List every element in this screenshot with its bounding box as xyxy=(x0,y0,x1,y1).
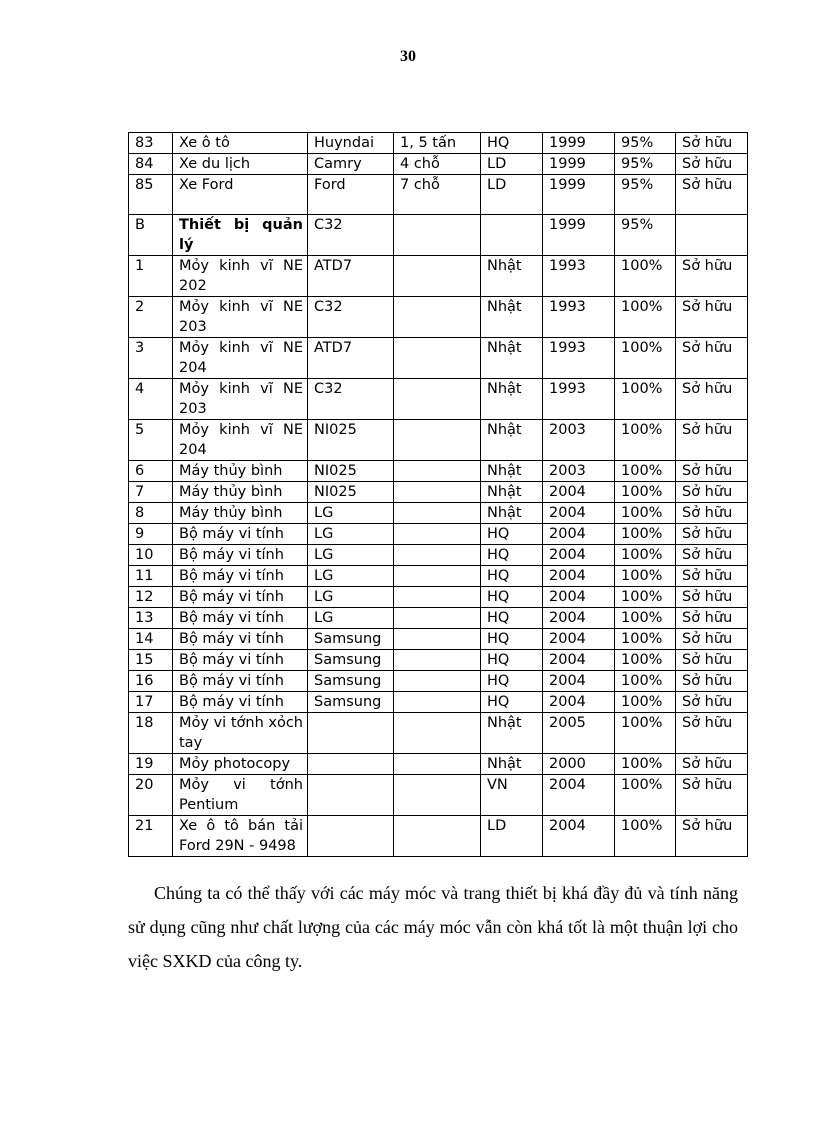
cell-no: 83 xyxy=(129,133,173,154)
cell-model: LG xyxy=(308,545,394,566)
cell-condition: 100% xyxy=(615,692,676,713)
cell-condition: 95% xyxy=(615,133,676,154)
cell-year: 2005 xyxy=(543,713,615,754)
cell-origin: HQ xyxy=(481,650,543,671)
cell-year: 2004 xyxy=(543,482,615,503)
cell-ownership: Sở hữu xyxy=(676,587,748,608)
cell-spec xyxy=(394,775,481,816)
cell-model: Samsung xyxy=(308,692,394,713)
cell-spec xyxy=(394,256,481,297)
cell-name: Máy thủy bình xyxy=(173,461,308,482)
cell-origin: HQ xyxy=(481,692,543,713)
cell-spec xyxy=(394,379,481,420)
cell-origin: Nhật xyxy=(481,713,543,754)
cell-origin: Nhật xyxy=(481,379,543,420)
cell-no: 4 xyxy=(129,379,173,420)
cell-model xyxy=(308,816,394,857)
cell-model xyxy=(308,775,394,816)
cell-model: C32 xyxy=(308,379,394,420)
table-row xyxy=(129,566,748,587)
cell-no: 13 xyxy=(129,608,173,629)
cell-condition: 100% xyxy=(615,650,676,671)
cell-condition: 95% xyxy=(615,175,676,215)
cell-condition: 95% xyxy=(615,215,676,256)
table-row xyxy=(129,671,748,692)
cell-origin: Nhật xyxy=(481,420,543,461)
cell-name: Xe ô tô xyxy=(173,133,308,154)
table-row xyxy=(129,154,748,175)
cell-spec xyxy=(394,650,481,671)
cell-model xyxy=(308,754,394,775)
table-row xyxy=(129,650,748,671)
page-number: 30 xyxy=(400,48,416,65)
cell-origin: HQ xyxy=(481,608,543,629)
cell-no: 3 xyxy=(129,338,173,379)
cell-ownership: Sở hữu xyxy=(676,338,748,379)
table-row xyxy=(129,215,748,256)
cell-ownership: Sở hữu xyxy=(676,482,748,503)
cell-ownership: Sở hữu xyxy=(676,629,748,650)
cell-condition: 100% xyxy=(615,629,676,650)
cell-model: Samsung xyxy=(308,650,394,671)
table-row xyxy=(129,692,748,713)
cell-origin xyxy=(481,215,543,256)
cell-no: 84 xyxy=(129,154,173,175)
cell-model: Ford xyxy=(308,175,394,215)
cell-no: 18 xyxy=(129,713,173,754)
cell-spec xyxy=(394,566,481,587)
cell-condition: 100% xyxy=(615,256,676,297)
cell-spec xyxy=(394,587,481,608)
cell-ownership: Sở hữu xyxy=(676,650,748,671)
table-row xyxy=(129,775,748,816)
cell-ownership: Sở hữu xyxy=(676,175,748,215)
cell-year: 2000 xyxy=(543,754,615,775)
cell-condition: 100% xyxy=(615,482,676,503)
cell-condition: 100% xyxy=(615,545,676,566)
cell-year: 2004 xyxy=(543,816,615,857)
cell-name: Bộ máy vi tính xyxy=(173,608,308,629)
cell-model: Samsung xyxy=(308,671,394,692)
cell-condition: 95% xyxy=(615,154,676,175)
cell-origin: LD xyxy=(481,816,543,857)
cell-ownership: Sở hữu xyxy=(676,154,748,175)
cell-condition: 100% xyxy=(615,671,676,692)
cell-year: 2004 xyxy=(543,650,615,671)
cell-condition: 100% xyxy=(615,461,676,482)
cell-no: 2 xyxy=(129,297,173,338)
cell-name: Máy thủy bình xyxy=(173,482,308,503)
cell-model: LG xyxy=(308,587,394,608)
cell-year: 1993 xyxy=(543,379,615,420)
cell-name: Mỏy kinh vĩ NE 202 xyxy=(173,256,308,297)
cell-origin: HQ xyxy=(481,133,543,154)
table-row xyxy=(129,587,748,608)
cell-no: 9 xyxy=(129,524,173,545)
cell-spec xyxy=(394,629,481,650)
cell-condition: 100% xyxy=(615,524,676,545)
cell-year: 2003 xyxy=(543,420,615,461)
cell-ownership: Sở hữu xyxy=(676,754,748,775)
cell-origin: Nhật xyxy=(481,461,543,482)
cell-name: Bộ máy vi tính xyxy=(173,587,308,608)
cell-no: 16 xyxy=(129,671,173,692)
cell-name: Bộ máy vi tính xyxy=(173,692,308,713)
cell-model: LG xyxy=(308,503,394,524)
cell-spec xyxy=(394,420,481,461)
cell-ownership: Sở hữu xyxy=(676,713,748,754)
cell-name: Mỏy vi tớnh Pentium xyxy=(173,775,308,816)
cell-name: Mỏy photocopy xyxy=(173,754,308,775)
cell-name: Bộ máy vi tính xyxy=(173,566,308,587)
cell-no: 19 xyxy=(129,754,173,775)
cell-no: 11 xyxy=(129,566,173,587)
cell-model: ATD7 xyxy=(308,338,394,379)
cell-model: C32 xyxy=(308,297,394,338)
cell-spec xyxy=(394,482,481,503)
cell-no: 14 xyxy=(129,629,173,650)
cell-ownership: Sở hữu xyxy=(676,524,748,545)
cell-name: Xe Ford xyxy=(173,175,308,215)
cell-year: 2004 xyxy=(543,629,615,650)
cell-spec xyxy=(394,503,481,524)
cell-origin: Nhật xyxy=(481,338,543,379)
cell-ownership: Sở hữu xyxy=(676,775,748,816)
cell-year: 1999 xyxy=(543,215,615,256)
cell-condition: 100% xyxy=(615,297,676,338)
cell-year: 2004 xyxy=(543,566,615,587)
table-row xyxy=(129,297,748,338)
cell-origin: HQ xyxy=(481,671,543,692)
cell-name: Mỏy kinh vĩ NE 203 xyxy=(173,297,308,338)
cell-condition: 100% xyxy=(615,816,676,857)
cell-year: 1999 xyxy=(543,154,615,175)
table-row xyxy=(129,461,748,482)
summary-paragraph: Chúng ta có thể thấy với các máy móc và trang thiết bị khá đầy đủ và tính năng sử dụng cũng như chất lượng của các máy móc vẫn còn khá tốt là một thuận lợi cho việc SXKD của công ty. xyxy=(128,883,738,971)
cell-model: LG xyxy=(308,524,394,545)
cell-spec xyxy=(394,713,481,754)
table-row xyxy=(129,256,748,297)
cell-no: B xyxy=(129,215,173,256)
cell-ownership: Sở hữu xyxy=(676,545,748,566)
table-row xyxy=(129,379,748,420)
cell-origin: VN xyxy=(481,775,543,816)
cell-year: 2004 xyxy=(543,503,615,524)
table-row xyxy=(129,420,748,461)
cell-year: 2004 xyxy=(543,671,615,692)
cell-ownership: Sở hữu xyxy=(676,133,748,154)
table-row xyxy=(129,482,748,503)
cell-ownership: Sở hữu xyxy=(676,671,748,692)
cell-origin: LD xyxy=(481,154,543,175)
cell-no: 15 xyxy=(129,650,173,671)
cell-model: LG xyxy=(308,566,394,587)
table-row xyxy=(129,524,748,545)
cell-condition: 100% xyxy=(615,775,676,816)
cell-model: Huyndai xyxy=(308,133,394,154)
cell-model: Samsung xyxy=(308,629,394,650)
cell-origin: HQ xyxy=(481,545,543,566)
cell-year: 1999 xyxy=(543,175,615,215)
cell-model: NI025 xyxy=(308,420,394,461)
cell-name: Máy thủy bình xyxy=(173,503,308,524)
cell-model: NI025 xyxy=(308,461,394,482)
cell-name: Xe du lịch xyxy=(173,154,308,175)
cell-name: Mỏy vi tớnh xỏch tay xyxy=(173,713,308,754)
cell-ownership: Sở hữu xyxy=(676,297,748,338)
equipment-table xyxy=(128,132,748,857)
cell-condition: 100% xyxy=(615,338,676,379)
cell-year: 2004 xyxy=(543,692,615,713)
cell-year: 1993 xyxy=(543,297,615,338)
cell-condition: 100% xyxy=(615,420,676,461)
cell-name: Bộ máy vi tính xyxy=(173,650,308,671)
cell-name: Mỏy kinh vĩ NE 204 xyxy=(173,420,308,461)
cell-condition: 100% xyxy=(615,608,676,629)
table-row xyxy=(129,503,748,524)
cell-no: 8 xyxy=(129,503,173,524)
cell-origin: Nhật xyxy=(481,754,543,775)
table-row xyxy=(129,175,748,215)
cell-model: ATD7 xyxy=(308,256,394,297)
cell-ownership xyxy=(676,215,748,256)
cell-name: Mỏy kinh vĩ NE 203 xyxy=(173,379,308,420)
cell-model: C32 xyxy=(308,215,394,256)
cell-no: 1 xyxy=(129,256,173,297)
cell-spec xyxy=(394,671,481,692)
cell-origin: Nhật xyxy=(481,256,543,297)
table-row xyxy=(129,133,748,154)
cell-spec: 1, 5 tấn xyxy=(394,133,481,154)
cell-ownership: Sở hữu xyxy=(676,256,748,297)
cell-year: 2004 xyxy=(543,524,615,545)
cell-model: LG xyxy=(308,608,394,629)
cell-ownership: Sở hữu xyxy=(676,816,748,857)
cell-ownership: Sở hữu xyxy=(676,420,748,461)
cell-condition: 100% xyxy=(615,379,676,420)
cell-condition: 100% xyxy=(615,587,676,608)
cell-year: 2004 xyxy=(543,608,615,629)
cell-year: 2004 xyxy=(543,587,615,608)
cell-ownership: Sở hữu xyxy=(676,608,748,629)
cell-year: 2004 xyxy=(543,545,615,566)
cell-origin: LD xyxy=(481,175,543,215)
cell-spec xyxy=(394,338,481,379)
cell-no: 10 xyxy=(129,545,173,566)
cell-origin: HQ xyxy=(481,524,543,545)
table-row xyxy=(129,754,748,775)
cell-ownership: Sở hữu xyxy=(676,503,748,524)
cell-name: Bộ máy vi tính xyxy=(173,629,308,650)
cell-origin: Nhật xyxy=(481,297,543,338)
cell-spec xyxy=(394,692,481,713)
table-row xyxy=(129,713,748,754)
cell-origin: HQ xyxy=(481,629,543,650)
cell-year: 1999 xyxy=(543,133,615,154)
cell-year: 1993 xyxy=(543,256,615,297)
cell-ownership: Sở hữu xyxy=(676,379,748,420)
cell-model: NI025 xyxy=(308,482,394,503)
cell-no: 85 xyxy=(129,175,173,215)
cell-spec xyxy=(394,524,481,545)
cell-no: 7 xyxy=(129,482,173,503)
cell-condition: 100% xyxy=(615,754,676,775)
cell-name: Xe ô tô bán tải Ford 29N - 9498 xyxy=(173,816,308,857)
cell-no: 20 xyxy=(129,775,173,816)
cell-no: 21 xyxy=(129,816,173,857)
cell-ownership: Sở hữu xyxy=(676,692,748,713)
cell-no: 12 xyxy=(129,587,173,608)
cell-model xyxy=(308,713,394,754)
cell-spec xyxy=(394,215,481,256)
cell-name: Bộ máy vi tính xyxy=(173,671,308,692)
cell-year: 1993 xyxy=(543,338,615,379)
table-row xyxy=(129,629,748,650)
cell-origin: Nhật xyxy=(481,482,543,503)
cell-spec xyxy=(394,545,481,566)
cell-spec: 4 chỗ xyxy=(394,154,481,175)
cell-year: 2004 xyxy=(543,775,615,816)
cell-no: 17 xyxy=(129,692,173,713)
cell-spec: 7 chỗ xyxy=(394,175,481,215)
cell-no: 5 xyxy=(129,420,173,461)
cell-condition: 100% xyxy=(615,566,676,587)
cell-ownership: Sở hữu xyxy=(676,461,748,482)
cell-origin: HQ xyxy=(481,566,543,587)
cell-origin: HQ xyxy=(481,587,543,608)
table-row xyxy=(129,608,748,629)
cell-spec xyxy=(394,461,481,482)
cell-name: Bộ máy vi tính xyxy=(173,524,308,545)
cell-no: 6 xyxy=(129,461,173,482)
table-row xyxy=(129,816,748,857)
cell-spec xyxy=(394,816,481,857)
cell-origin: Nhật xyxy=(481,503,543,524)
cell-ownership: Sở hữu xyxy=(676,566,748,587)
table-row xyxy=(129,338,748,379)
cell-name: Thiết bị quản lý xyxy=(173,215,308,256)
table-row xyxy=(129,545,748,566)
cell-model: Camry xyxy=(308,154,394,175)
cell-spec xyxy=(394,297,481,338)
cell-condition: 100% xyxy=(615,503,676,524)
cell-condition: 100% xyxy=(615,713,676,754)
cell-name: Bộ máy vi tính xyxy=(173,545,308,566)
cell-year: 2003 xyxy=(543,461,615,482)
cell-spec xyxy=(394,608,481,629)
cell-spec xyxy=(394,754,481,775)
cell-name: Mỏy kinh vĩ NE 204 xyxy=(173,338,308,379)
